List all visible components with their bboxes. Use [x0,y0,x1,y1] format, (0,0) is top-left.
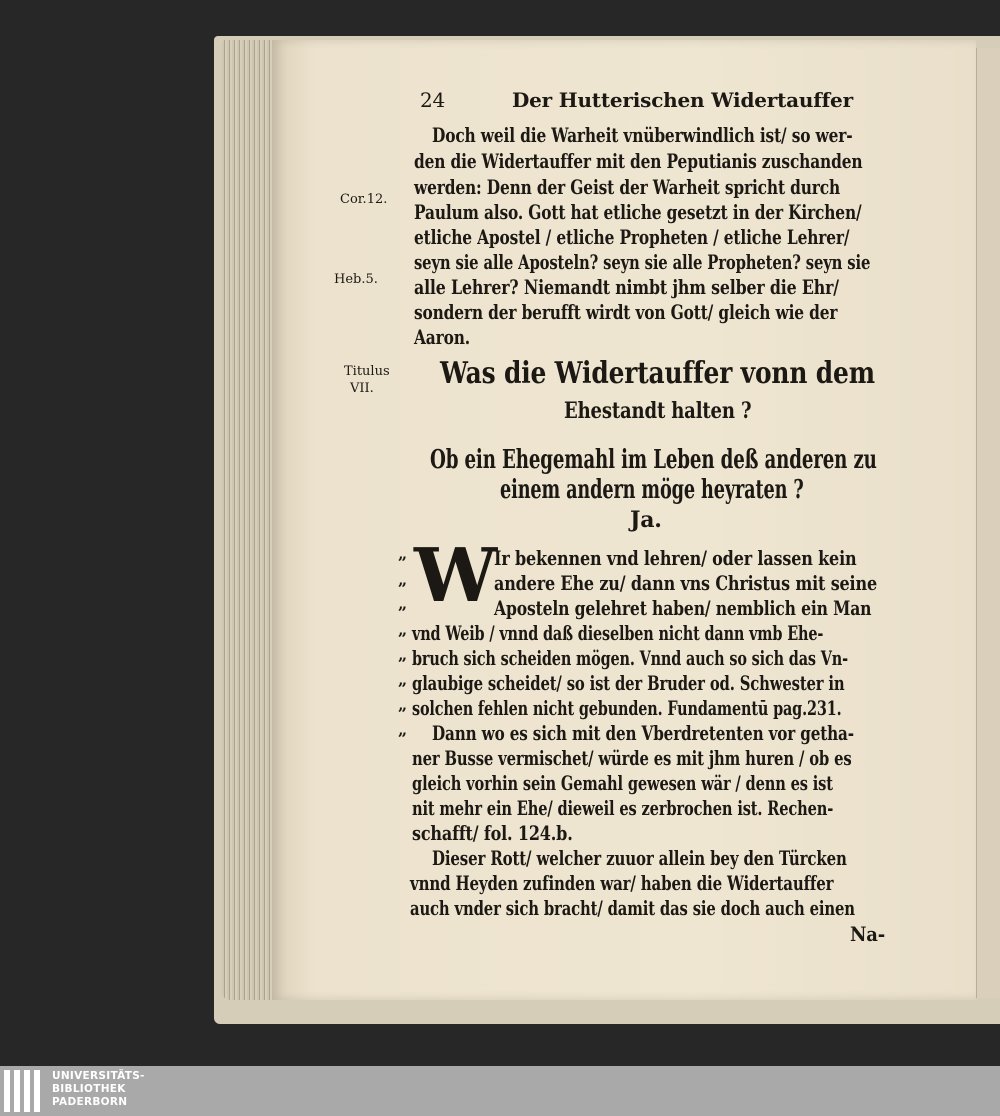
text-line: solchen fehlen nicht gebunden. Fundamentū pag.231. [412,696,842,720]
text-line: Ir bekennen vnd lehren/ oder lassen kein [494,546,857,570]
text-line: Dieser Rott/ welcher zuuor allein bey den Türcken [432,846,847,870]
text-line: nit mehr ein Ehe/ dieweil es zerbrochen ist. Rechen- [412,796,834,820]
quote-mark: „ [398,570,408,589]
text-line: vnnd Heyden zufinden war/ haben die Widertauffer [410,871,834,895]
text-line: glaubige scheidet/ so ist der Bruder od. Schwester in [412,671,845,695]
text-line: sondern der berufft wirdt von Gott/ gleich wie der [414,300,838,324]
library-logo-icon [4,1070,50,1112]
decorated-initial-w: W [414,533,498,619]
right-page-edge [976,48,1000,998]
library-name-line-1: UNIVERSITÄTS- [52,1070,145,1082]
section-title: Was die Widertauffer vonn dem [440,356,875,391]
margin-note-titulus: Titulus [344,364,390,379]
library-footer [0,1066,1000,1116]
page-number: 24 [420,88,446,112]
quote-mark: „ [398,720,408,739]
text-line: Aposteln gelehret haben/ nemblich ein Man [494,596,872,620]
text-line: Dann wo es sich mit den Vberdretenten vor getha- [432,721,854,745]
text-line: seyn sie alle Aposteln? seyn sie alle Propheten? seyn sie [414,250,871,274]
text-line: etliche Apostel / etliche Propheten / etliche Lehrer/ [414,225,850,249]
text-line: andere Ehe zu/ dann vns Christus mit seine [494,571,877,595]
text-line: schafft/ fol. 124.b. [412,821,573,845]
quote-mark: „ [398,544,408,563]
text-line: den die Widertauffer mit den Peputianis zuschanden [414,149,863,173]
text-line: ner Busse vermischet/ würde es mit jhm huren / ob es [412,746,852,770]
quote-mark: „ [398,670,408,689]
quote-mark: „ [398,620,408,639]
margin-note-heb: Heb.5. [334,272,378,287]
text-line: auch vnder sich bracht/ damit das sie doch auch einen [410,896,855,920]
quote-mark: „ [398,645,408,664]
question-line-2: einem andern möge heyraten ? [500,475,804,505]
text-line: gleich vorhin sein Gemahl gewesen wär / denn es ist [412,771,833,795]
text-line: vnd Weib / vnnd daß dieselben nicht dann vmb Ehe- [412,621,824,645]
margin-note-vii: VII. [350,381,374,396]
section-subtitle: Ehestandt halten ? [564,398,752,424]
text-line: bruch sich scheiden mögen. Vnnd auch so sich das Vn- [412,646,848,670]
quote-mark: „ [398,594,408,613]
library-name-line-2: BIBLIOTHEK [52,1083,126,1095]
text-line: Doch weil die Warheit vnüberwindlich ist/ so wer- [432,123,853,147]
answer: Ja. [630,507,662,533]
running-title: Der Hutterischen Widertauffer [512,88,853,112]
library-name-line-3: PADERBORN [52,1096,128,1108]
question-line-1: Ob ein Ehegemahl im Leben deß anderen zu [430,445,877,475]
text-line: Paulum also. Gott hat etliche gesetzt in der Kirchen/ [414,200,862,224]
quote-mark: „ [398,695,408,714]
text-line: alle Lehrer? Niemandt nimbt jhm selber die Ehr/ [414,275,839,299]
margin-note-cor: Cor.12. [340,192,388,207]
text-line: Aaron. [414,325,470,349]
text-line: werden: Denn der Geist der Warheit spricht durch [414,175,840,199]
catchword: Na- [850,922,886,946]
